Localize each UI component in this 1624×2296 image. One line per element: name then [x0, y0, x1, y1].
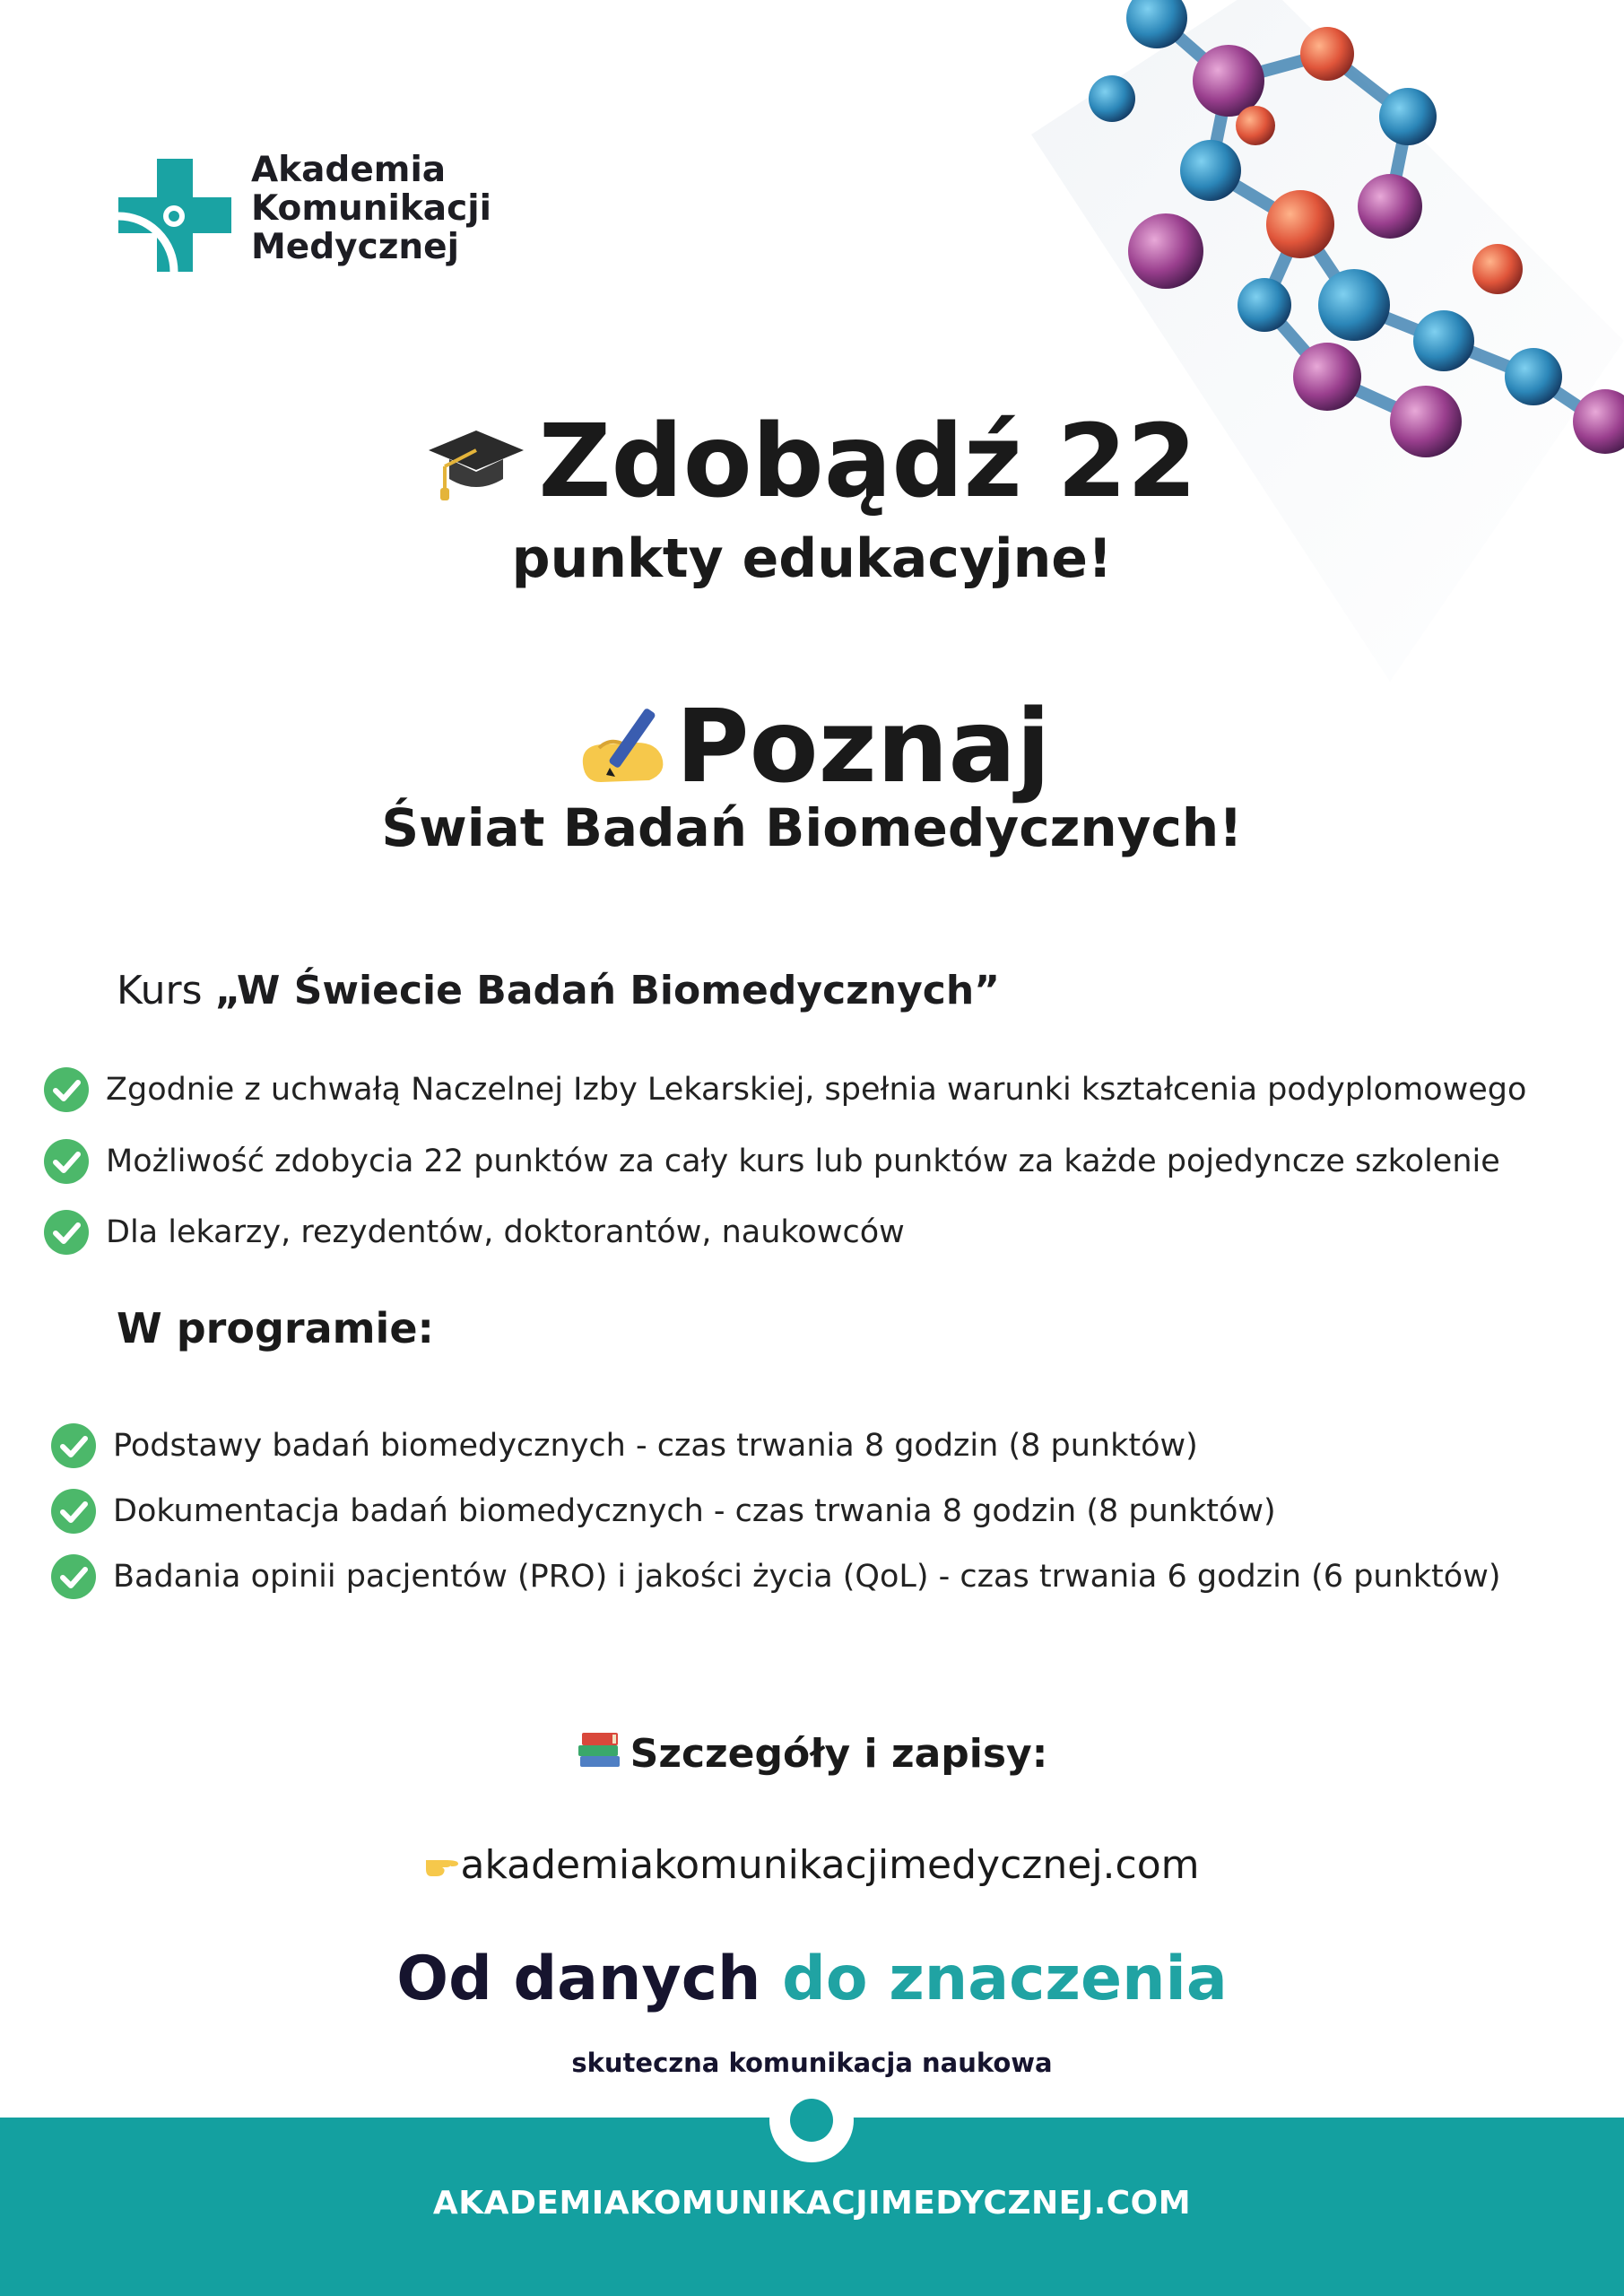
- logo-line-1: Akademia: [251, 150, 447, 190]
- check-circle-icon: [43, 1209, 90, 1256]
- tagline-subtitle: skuteczna komunikacja naukowa: [571, 2048, 1053, 2078]
- points-title: Zdobądź 22: [538, 404, 1197, 520]
- details-title: Szczegóły i zapisy:: [630, 1731, 1048, 1777]
- course-prefix: Kurs: [117, 968, 203, 1013]
- check-circle-icon: [50, 1553, 97, 1600]
- benefit-item: [43, 1205, 905, 1259]
- website-link[interactable]: [0, 1837, 1624, 1896]
- graduation-cap-icon: [427, 410, 525, 526]
- benefit-item: [43, 1135, 1500, 1188]
- discover-subtitle: Świat Badań Biomedycznych!: [381, 797, 1243, 858]
- program-title: W programie:: [117, 1304, 434, 1352]
- program-item: [50, 1550, 1500, 1604]
- tagline: [0, 1939, 1624, 2020]
- course-name: „W Świecie Badań Biomedycznych”: [214, 968, 1001, 1013]
- program-item: [50, 1419, 1198, 1473]
- program-item: [50, 1484, 1276, 1538]
- tagline-part-2: do znaczenia: [782, 1944, 1228, 2014]
- logo-text: [251, 151, 491, 266]
- check-circle-icon: [43, 1138, 90, 1185]
- points-heading: [0, 404, 1624, 526]
- benefit-text: Dla lekarzy, rezydentów, doktorantów, naukowców: [106, 1214, 905, 1250]
- program-text: Podstawy badań biomedycznych - czas trwania 8 godzin (8 punktów): [113, 1428, 1198, 1464]
- program-text: Badania opinii pacjentów (PRO) i jakości życia (QoL) - czas trwania 6 godzin (6 punktów): [113, 1559, 1501, 1595]
- discover-title: Poznaj: [675, 689, 1051, 805]
- logo-icon: [117, 157, 233, 274]
- pointing-hand-icon: [424, 1839, 460, 1896]
- benefit-text: Zgodnie z uchwałą Naczelnej Izby Lekarskiej, spełnia warunki kształcenia podyplomowego: [106, 1072, 1527, 1108]
- check-circle-icon: [50, 1422, 97, 1469]
- footer-url[interactable]: AKADEMIAKOMUNIKACJIMEDYCZNEJ.COM: [432, 2185, 1192, 2222]
- check-circle-icon: [43, 1066, 90, 1113]
- check-circle-icon: [50, 1488, 97, 1535]
- website-url[interactable]: akademiakomunikacjimedycznej.com: [460, 1842, 1200, 1888]
- footer-circle-icon: [768, 2076, 855, 2164]
- program-text: Dokumentacja badań biomedycznych - czas trwania 8 godzin (8 punktów): [113, 1493, 1276, 1529]
- details-heading: [0, 1726, 1624, 1786]
- logo-line-3: Medycznej: [251, 227, 460, 267]
- benefit-item: [43, 1063, 1526, 1117]
- tagline-part-1: Od danych: [396, 1944, 761, 2014]
- points-subtitle: punkty edukacyjne!: [511, 527, 1113, 590]
- books-icon: [577, 1727, 623, 1786]
- benefit-text: Możliwość zdobycia 22 punktów za cały kurs lub punktów za każde pojedyncze szkolenie: [106, 1144, 1500, 1179]
- logo-line-2: Komunikacji: [251, 188, 491, 229]
- course-title: [117, 964, 1000, 1018]
